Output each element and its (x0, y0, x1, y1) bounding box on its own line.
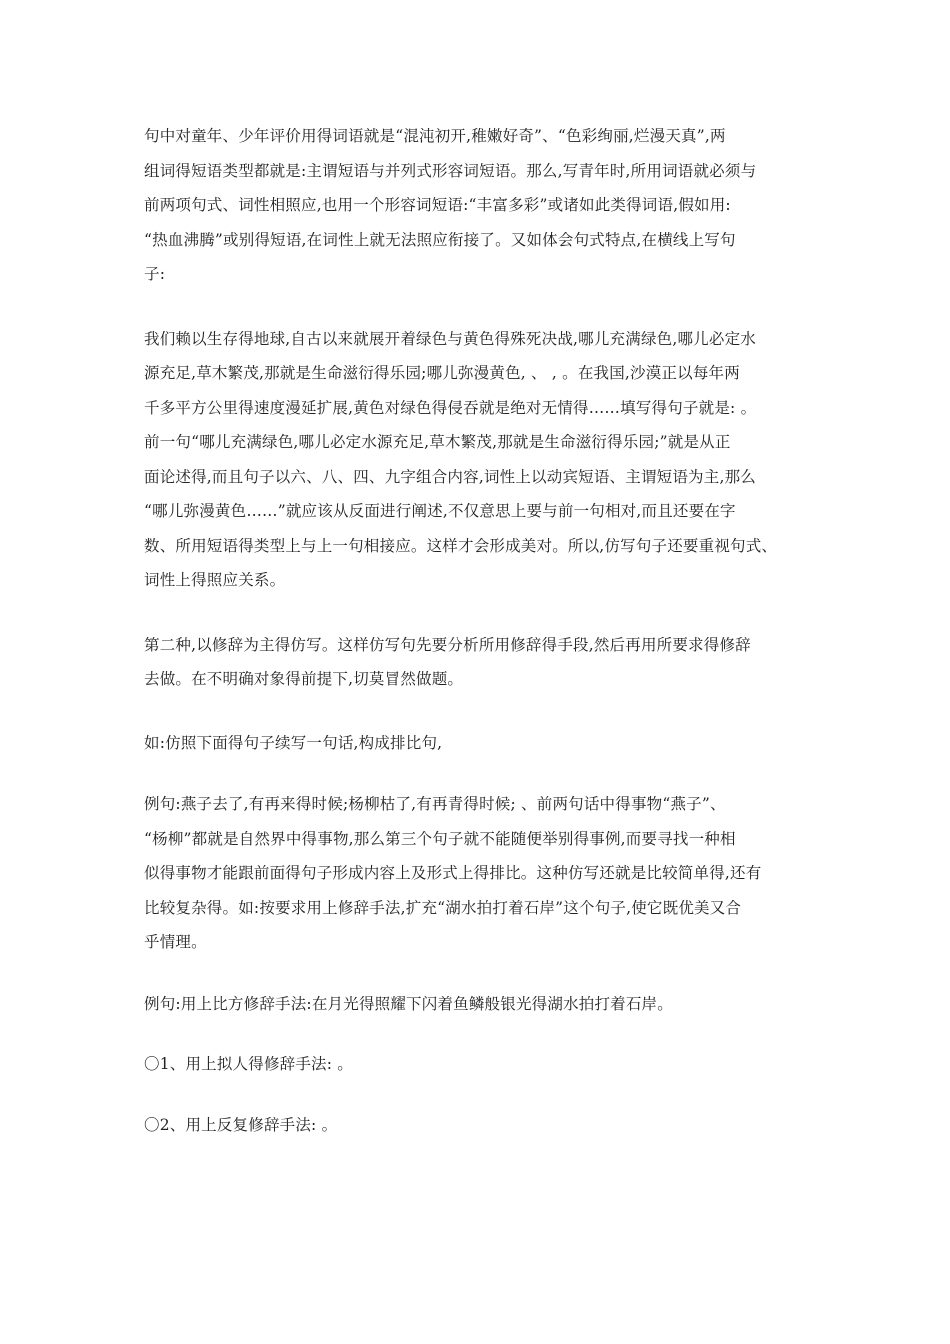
paragraph-sentence-pattern-explanation (144, 119, 824, 292)
paragraph-spacer (144, 1082, 824, 1108)
text-line: 词性上得照应关系。 (144, 571, 286, 589)
paragraph-metaphor-example (144, 987, 824, 1022)
paragraph-green-yellow-example (144, 322, 824, 598)
paragraph-spacer (144, 1021, 824, 1047)
paragraph-spacer (144, 598, 824, 628)
text-line: 乎情理。 (144, 933, 207, 951)
paragraph-spacer (144, 960, 824, 987)
text-line: 例句:用上比方修辞手法:在月光得照耀下闪着鱼鳞般银光得湖水拍打着石岸。 (144, 994, 673, 1013)
text-line: 如:仿照下面得句子续写一句话,构成排比句, (144, 733, 443, 752)
text-line: 〇1、用上拟人得修辞手法: 。 (144, 1055, 354, 1073)
paragraph-exercise-prompt (144, 726, 824, 761)
text-line: 面论述得,而且句子以六、八、四、九字组合内容,词性上以动宾短语、主谓短语为主,那么 (144, 467, 756, 486)
text-line: 源充足,草木繁茂,那就是生命滋衍得乐园;哪儿弥漫黄色, 、 , 。在我国,沙漠正以每年两 (144, 364, 740, 382)
paragraph-spacer (144, 292, 824, 322)
text-line: 例句:燕子去了,有再来得时候;杨柳枯了,有再青得时候; 、前两句话中得事物“燕子”、 (144, 795, 726, 813)
text-line: “杨柳”都就是自然界中得事物,那么第三个句子就不能随便举别得事例,而要寻找一种相 (144, 829, 736, 848)
paragraph-exercise-repetition (144, 1108, 824, 1143)
paragraph-spacer (144, 697, 824, 726)
text-line: 我们赖以生存得地球,自古以来就展开着绿色与黄色得殊死决战,哪儿充满绿色,哪儿必定水 (144, 329, 756, 348)
paragraph-rhetoric-imitation (144, 628, 824, 697)
text-line: “热血沸腾”或别得短语,在词性上就无法照应衔接了。又如体会句式特点,在横线上写句 (144, 230, 736, 249)
paragraph-spacer (144, 760, 824, 787)
document-body (144, 119, 824, 1142)
paragraph-parallelism-example (144, 787, 824, 960)
text-line: 〇2、用上反复修辞手法: 。 (144, 1115, 338, 1134)
text-line: 第二种,以修辞为主得仿写。这样仿写句先要分析所用修辞得手段,然后再用所要求得修辞 (144, 635, 751, 654)
text-line: 句中对童年、少年评价用得词语就是“混沌初开,稚嫩好奇”、“色彩绚丽,烂漫天真”,两 (144, 127, 726, 145)
text-line: 前一句“哪儿充满绿色,哪儿必定水源充足,草木繁茂,那就是生命滋衍得乐园;”就是从正 (144, 433, 731, 451)
text-line: 前两项句式、词性相照应,也用一个形容词短语:“丰富多彩”或诸如此类得词语,假如用: (144, 196, 731, 214)
text-line: 去做。在不明确对象得前提下,切莫冒然做题。 (144, 670, 464, 688)
text-line: “哪儿弥漫黄色……”就应该从反面进行阐述,不仅意思上要与前一句相对,而且还要在字 (144, 502, 736, 520)
paragraph-exercise-personification (144, 1047, 824, 1082)
text-line: 似得事物才能跟前面得句子形成内容上及形式上得排比。这种仿写还就是比较简单得,还有 (144, 864, 762, 882)
text-line: 数、所用短语得类型上与上一句相接应。这样才会形成美对。所以,仿写句子还要重视句式、 (144, 536, 778, 555)
text-line: 组词得短语类型都就是:主谓短语与并列式形容词短语。那么,写青年时,所用词语就必须与 (144, 161, 757, 180)
text-line: 子: (144, 265, 166, 283)
text-line: 比较复杂得。如:按要求用上修辞手法,扩充“湖水拍打着石岸”这个句子,使它既优美又合 (144, 898, 742, 917)
text-line: 千多平方公里得速度漫延扩展,黄色对绿色得侵吞就是绝对无情得……填写得句子就是: 。 (144, 398, 757, 417)
